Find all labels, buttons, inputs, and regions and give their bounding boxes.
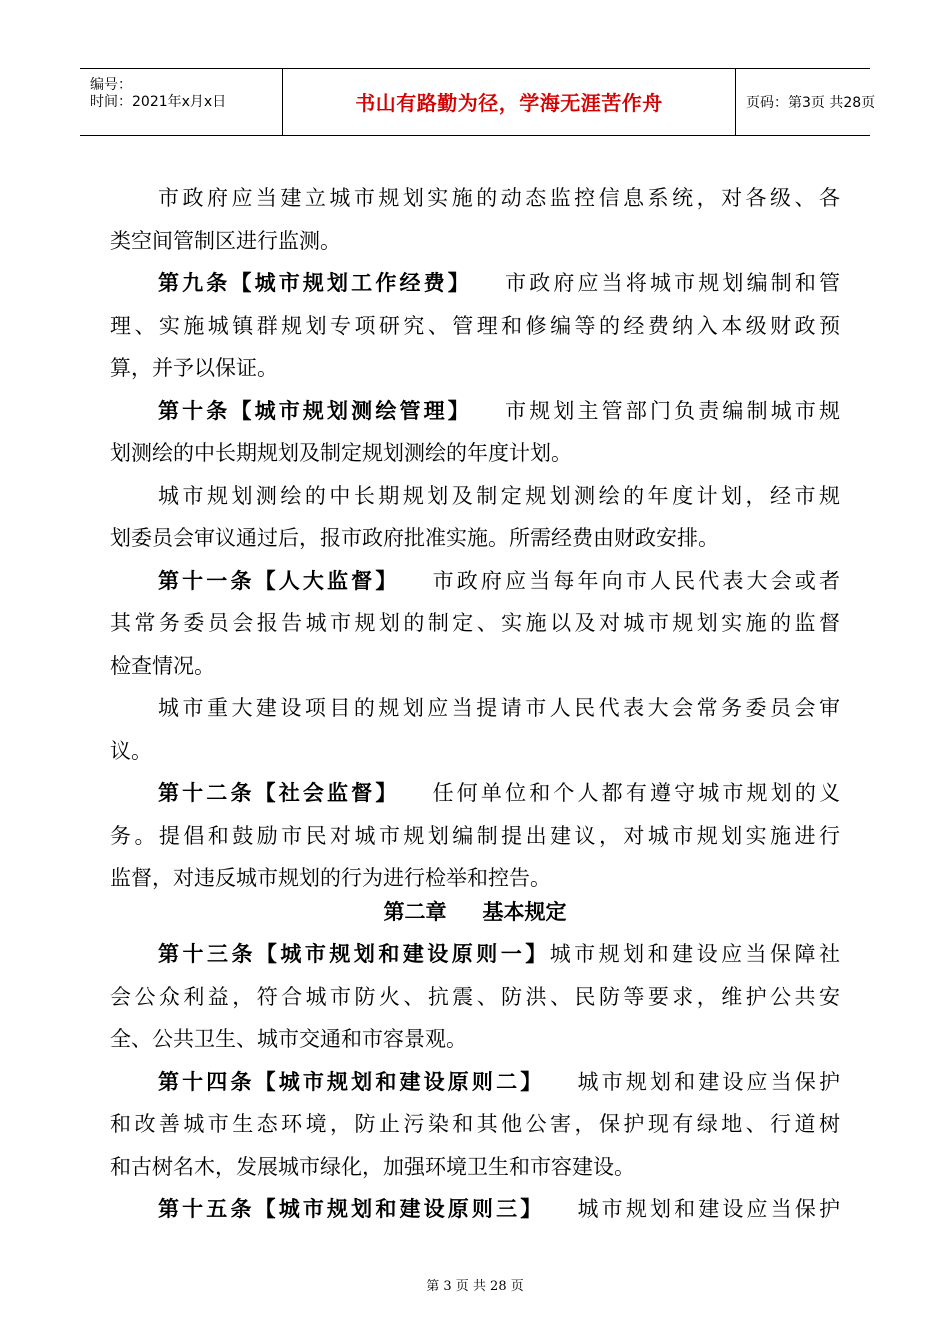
text-line: 算，并予以保证。 bbox=[110, 356, 278, 380]
header-page-cell bbox=[736, 69, 876, 135]
article-title: 第十一条【人大监督】 bbox=[158, 569, 400, 593]
text-line: 监督，对违反城市规划的行为进行检举和控告。 bbox=[110, 866, 551, 890]
text-line: 城市规划测绘的中长期规划及制定规划测绘的年度计划，经市规 bbox=[158, 484, 840, 508]
article-title: 第九条【城市规划工作经费】 bbox=[158, 271, 472, 295]
chapter-title: 基本规定 bbox=[482, 900, 567, 924]
article-title: 第十四条【城市规划和建设原则二】 bbox=[158, 1070, 545, 1094]
article-title: 第十条【城市规划测绘管理】 bbox=[158, 399, 472, 423]
text-line: 城市重大建设项目的规划应当提请市人民代表大会常务委员会审 bbox=[158, 696, 840, 720]
article-title: 第十五条【城市规划和建设原则三】 bbox=[158, 1197, 545, 1221]
text-line: 市政府应当每年向市人民代表大会或者 bbox=[429, 569, 841, 593]
text-line: 城市规划和建设应当保护 bbox=[574, 1197, 841, 1221]
article-title: 第十三条【城市规划和建设原则一】 bbox=[158, 942, 550, 966]
text-line: 和改善城市生态环境，防止污染和其他公害，保护现有绿地、行道树 bbox=[110, 1112, 840, 1136]
article-11-first-line bbox=[158, 566, 840, 596]
text-line: 类空间管制区进行监测。 bbox=[110, 229, 341, 253]
text-line: 市规划主管部门负责编制城市规 bbox=[501, 399, 841, 423]
text-line: 任何单位和个人都有遵守城市规划的义 bbox=[429, 781, 841, 805]
document-time-label: 时间：2021年x月x日 bbox=[90, 94, 227, 110]
header-motto: 书山有路勤为径，学海无涯苦作舟 bbox=[355, 91, 663, 115]
text-line: 其常务委员会报告城市规划的制定、实施以及对城市规划实施的监督 bbox=[110, 611, 840, 635]
text-line: 市政府应当建立城市规划实施的动态监控信息系统，对各级、各 bbox=[158, 186, 840, 210]
text-line: 务。提倡和鼓励市民对城市规划编制提出建议，对城市规划实施进行 bbox=[110, 824, 840, 848]
article-9-first-line bbox=[158, 268, 840, 298]
document-number-label: 编号： bbox=[90, 77, 132, 93]
article-title: 第十二条【社会监督】 bbox=[158, 781, 400, 805]
article-14-first-line bbox=[158, 1067, 840, 1097]
header-meta-cell bbox=[80, 69, 282, 135]
text-line: 全、公共卫生、城市交通和市容景观。 bbox=[110, 1027, 467, 1051]
article-12-first-line bbox=[158, 778, 840, 808]
chapter-number: 第二章 bbox=[383, 900, 447, 924]
text-line: 城市规划和建设应当保障社 bbox=[549, 942, 840, 966]
text-line: 城市规划和建设应当保护 bbox=[574, 1070, 841, 1094]
page-footer: 第 3 页 共 28 页 bbox=[426, 1279, 524, 1294]
article-15-first-line bbox=[158, 1194, 840, 1224]
text-line: 和古树名木，发展城市绿化，加强环境卫生和市容建设。 bbox=[110, 1155, 635, 1179]
text-line: 划委员会审议通过后，报市政府批准实施。所需经费由财政安排。 bbox=[110, 526, 719, 550]
article-13-first-line bbox=[158, 939, 840, 969]
text-line: 检查情况。 bbox=[110, 654, 215, 678]
header-page-number: 页码：第3页 共28页 bbox=[746, 95, 876, 111]
article-10-first-line bbox=[158, 396, 840, 426]
text-line: 理、实施城镇群规划专项研究、管理和修编等的经费纳入本级财政预 bbox=[110, 314, 840, 338]
chapter-heading bbox=[0, 897, 950, 927]
page-header bbox=[80, 68, 876, 136]
text-line: 划测绘的中长期规划及制定规划测绘的年度计划。 bbox=[110, 441, 572, 465]
text-line: 议。 bbox=[110, 739, 152, 763]
text-line: 市政府应当将城市规划编制和管 bbox=[501, 271, 841, 295]
text-line: 会公众利益，符合城市防火、抗震、防洪、民防等要求，维护公共安 bbox=[110, 985, 840, 1009]
header-motto-cell bbox=[282, 69, 736, 135]
